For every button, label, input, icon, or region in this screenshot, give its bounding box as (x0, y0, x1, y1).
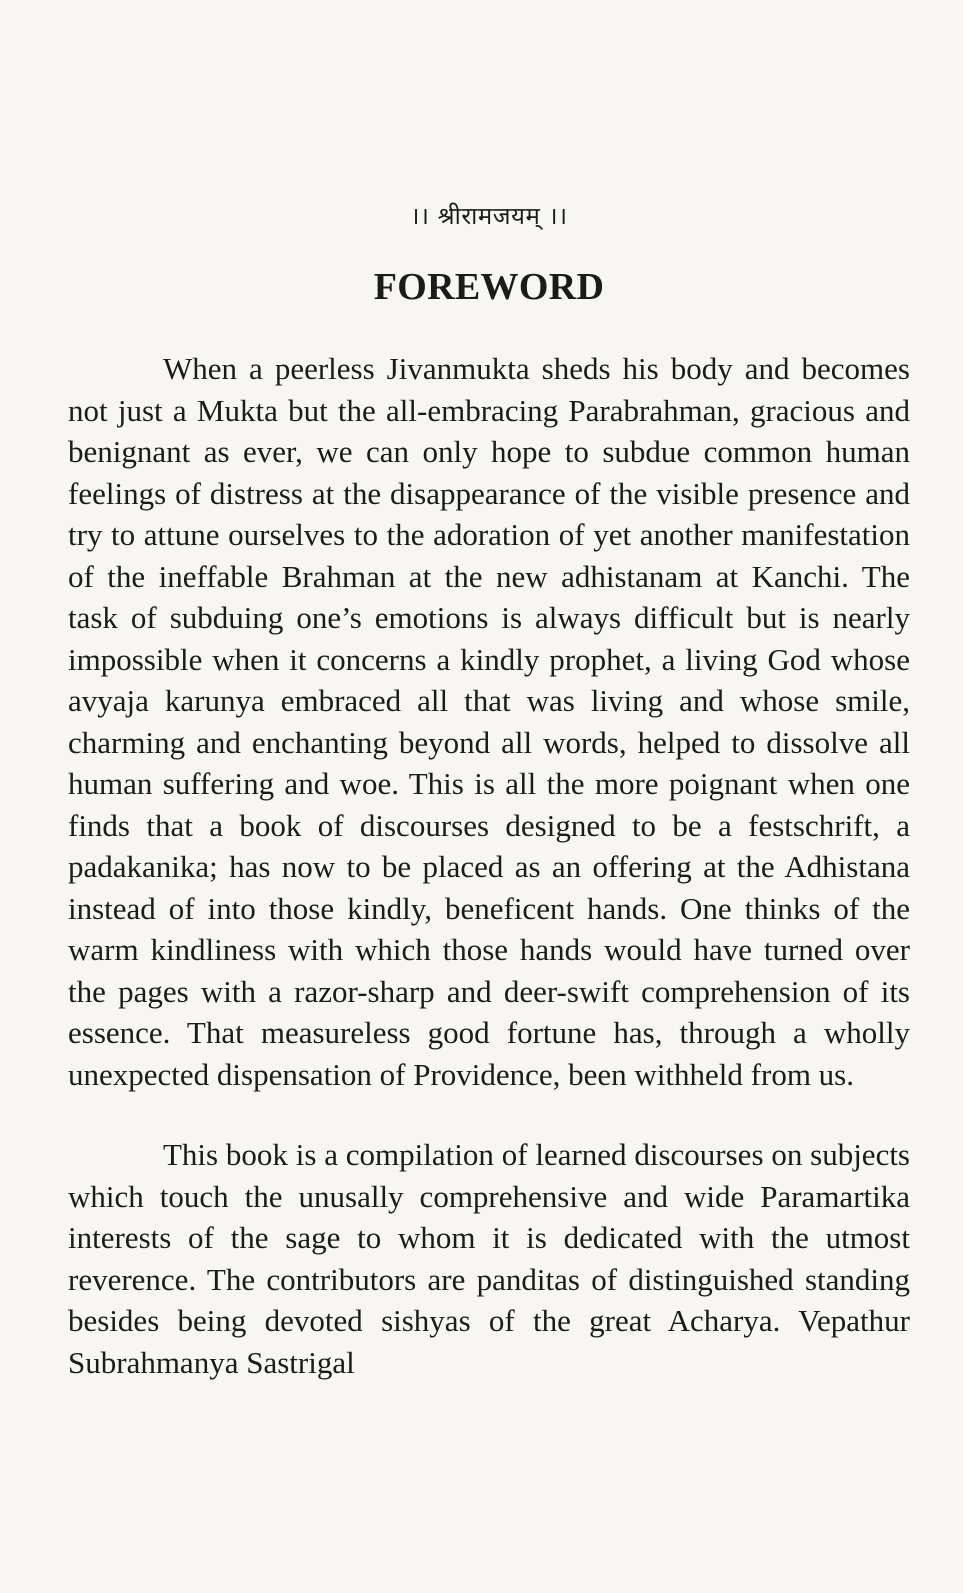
paragraph-2: This book is a compilation of learned discourses on subjects which touch the unusally comprehensive and wide Paramartika interests of the sage to whom it is dedicated with the utmost reverence. The contributors are panditas of distinguished standing besides being devoted sishyas of the great Acharya. Vepathur Subrahmanya Sastrigal (68, 1137, 910, 1380)
page-title: FOREWORD (373, 266, 605, 308)
book-page (68, 192, 910, 1383)
paragraph-1: When a peerless Jivanmukta sheds his body and becomes not just a Mukta but the all-embracing Parabrahman, gracious and benignant as ever, we can only hope to subdue common human feelings of distress at the disappearance of the visible presence and try to attune ourselves to the adoration of yet another manifestation of the ineffable Brahman at the new adhistanam at Kanchi. The task of subduing one’s emotions is always difficult but is nearly impossible when it concerns a kindly prophet, a living God whose avyaja karunya embraced all that was living and whose smile, charming and enchanting beyond all words, helped to dissolve all human suffering and woe. This is all the more poignant when one finds that a book of discourses designed to be a festschrift, a padakanika; has now to be placed as an offering at the Adhistana instead of into those kindly, beneficent hands. One thinks of the warm kindliness with which those hands would have turned over the pages with a razor-sharp and deer-swift comprehension of its essence. That measureless good fortune has, through a wholly unexpected dispensation of Providence, been withheld from us. (68, 351, 910, 1092)
invocation-heading: ।। श्रीरामजयम् ।। (410, 202, 568, 230)
